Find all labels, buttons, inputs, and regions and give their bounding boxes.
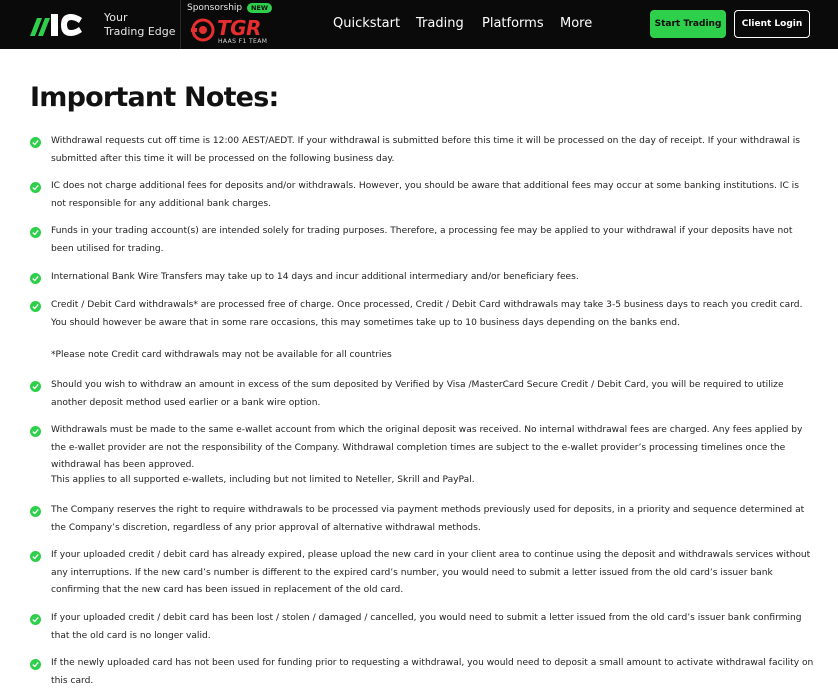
note-text: Withdrawal requests cut off time is 12:00 AEST/AEDT. If your withdrawal is submitted before this time it will be processed on the day of receipt. If your withdrawal is submitted after this time it will be processed on the following business day. <box>51 136 800 164</box>
note-text: If your uploaded credit / debit card has already expired, please upload the new card in your client area to continue using the deposit and withdrawals services without any interruptions. If the new card’s number is different to the expired card’s number, you would need to submit a letter issued from the old card’s issuer bank confirming that the new card has been issued in replacement of the old card. <box>51 550 811 596</box>
new-badge: NEW <box>247 3 272 13</box>
page-title: Important Notes: <box>30 82 279 113</box>
check-icon <box>30 614 41 625</box>
check-icon <box>30 381 41 392</box>
note-text: If your uploaded credit / debit card has been lost / stolen / damaged / cancelled, you would need to submit a letter issued from the old card’s issuer bank confirming that the old card is no longer valid. <box>51 613 802 641</box>
ewallet-extra-note: This applies to all supported e-wallets, including but not limited to Neteller, Skrill and PayPal. <box>51 475 475 485</box>
sponsor-divider <box>180 0 181 49</box>
tagline-line-1: Your <box>104 11 128 24</box>
check-icon <box>30 301 41 312</box>
check-icon <box>30 182 41 193</box>
note-text: Should you wish to withdraw an amount in excess of the sum deposited by Verified by Visa /MasterCard Secure Credit / Debit Card, you will be required to utilize another deposit method used earlier or a bank wire option. <box>51 380 784 408</box>
tagline <box>104 11 176 39</box>
check-icon <box>30 506 41 517</box>
nav-trading[interactable]: Trading <box>416 16 464 31</box>
site-header <box>0 0 838 49</box>
note-text: If the newly uploaded card has not been used for funding prior to requesting a withdrawal, you would need to deposit a small amount to activate withdrawal facility on this card. <box>51 658 814 686</box>
tagline-line-2: Trading Edge <box>104 25 176 38</box>
sponsorship-label: Sponsorship <box>187 3 243 13</box>
check-icon <box>30 273 41 284</box>
check-icon <box>30 659 41 670</box>
ic-logo-icon <box>30 10 98 40</box>
tgr-haas-sponsor-logo[interactable] <box>190 15 276 45</box>
tgr-wheel-icon <box>190 15 216 45</box>
note-text: IC does not charge additional fees for deposits and/or withdrawals. However, you should be aware that additional fees may occur at some banking institutions. IC is not responsible for any additional bank charges. <box>51 181 799 209</box>
note-text: Credit / Debit Card withdrawals* are processed free of charge. Once processed, Credit / Debit Card withdrawals may take 3-5 business days to reach you credit card. You should however be aware that in some rare occasions, this may sometimes take up to 10 business days depending on the banks end. <box>51 300 803 328</box>
sponsor-subtitle: HAAS F1 TEAM <box>218 38 268 45</box>
nav-quickstart[interactable]: Quickstart <box>333 16 401 31</box>
nav-platforms[interactable]: Platforms <box>482 16 544 31</box>
client-login-button[interactable]: Client Login <box>734 10 810 38</box>
credit-card-footnote: *Please note Credit card withdrawals may not be available for all countries <box>51 350 392 360</box>
note-text: The Company reserves the right to require withdrawals to be processed via payment methods previously used for deposits, in a priority and sequence determined at the Company’s discretion, regardless of any prior approval of alternative withdrawal methods. <box>51 505 805 533</box>
ic-logo[interactable] <box>30 10 98 40</box>
sponsor-name: TGR <box>217 16 261 40</box>
note-text: International Bank Wire Transfers may take up to 14 days and incur additional intermediary and/or beneficiary fees. <box>51 272 579 282</box>
check-icon <box>30 227 41 238</box>
note-text: Withdrawals must be made to the same e-wallet account from which the original deposit was received. No internal withdrawal fees are charged. Any fees applied by the e-wallet provider are not the responsibility of the Company. Withdrawal completion times are subject to the e-wallet provider’s processing timelines once the withdrawal has been approved. <box>51 425 803 471</box>
start-trading-button[interactable]: Start Trading <box>650 10 726 38</box>
nav-more[interactable]: More <box>560 16 593 31</box>
check-icon <box>30 137 41 148</box>
check-icon <box>30 551 41 562</box>
note-text: Funds in your trading account(s) are intended solely for trading purposes. Therefore, a processing fee may be applied to your withdrawal if your deposits have not been utilised for trading. <box>51 226 793 254</box>
check-icon <box>30 426 41 437</box>
